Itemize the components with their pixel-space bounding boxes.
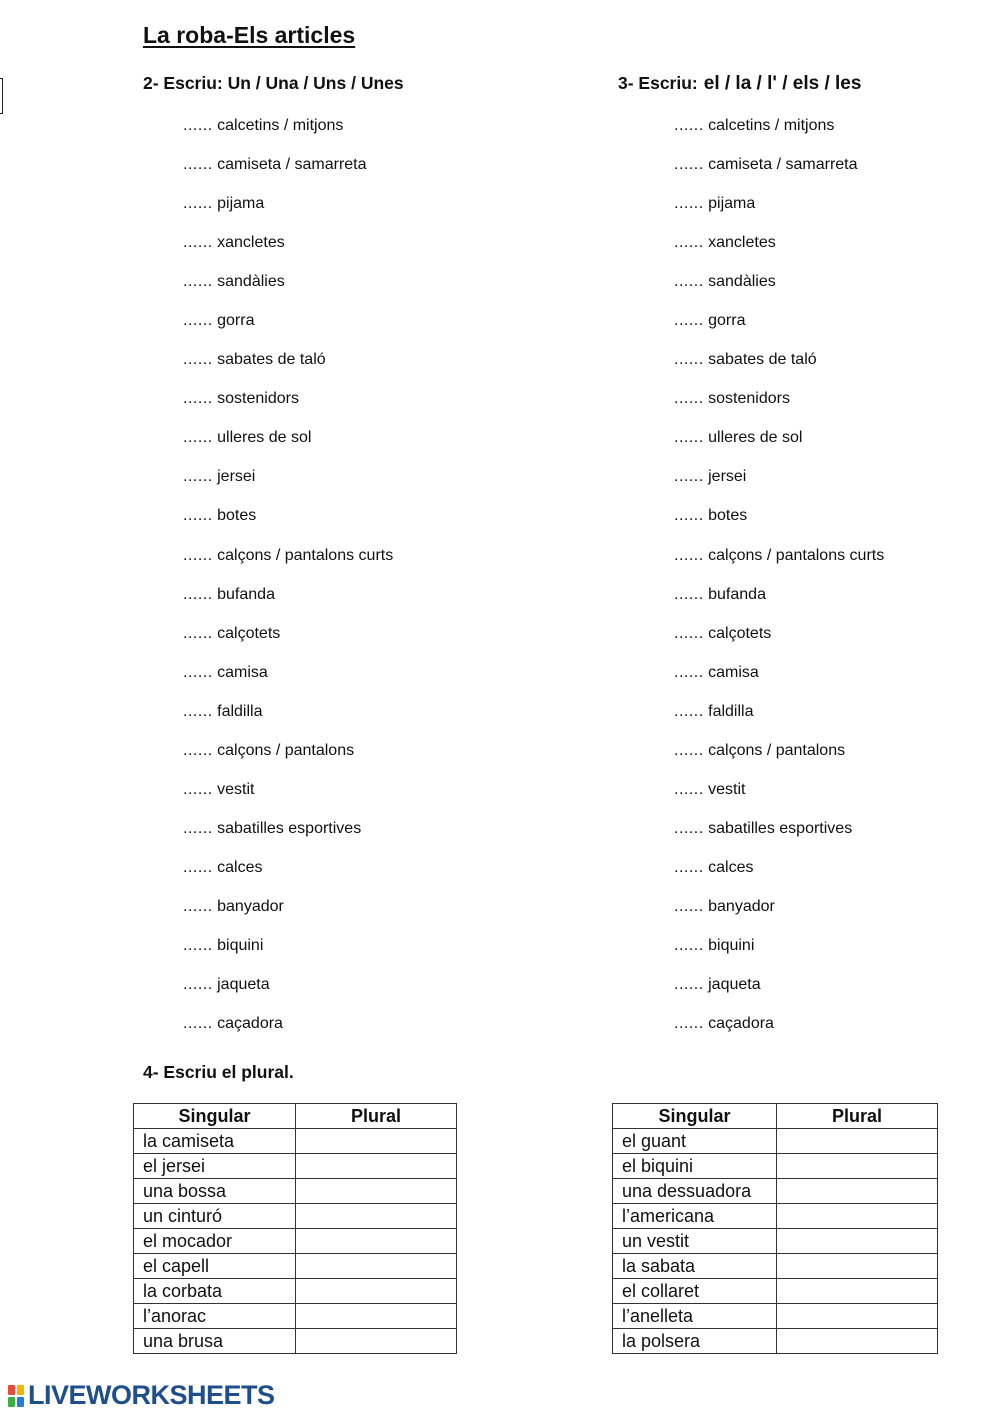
- exercise-3-item: [674, 1013, 884, 1052]
- exercise-3-item: [674, 857, 884, 896]
- answer-blank[interactable]: ......: [674, 351, 704, 369]
- exercise-3-item: [674, 935, 884, 974]
- answer-blank[interactable]: ......: [183, 624, 213, 642]
- answer-blank[interactable]: ......: [183, 195, 213, 213]
- exercise-3-item: [674, 584, 884, 623]
- plural-answer-cell[interactable]: [296, 1254, 457, 1279]
- clothing-word: biquini: [708, 936, 755, 954]
- singular-cell: un cinturó: [134, 1204, 296, 1229]
- plural-answer-cell[interactable]: [777, 1229, 938, 1254]
- exercise-3-item: [674, 818, 884, 857]
- answer-blank[interactable]: ......: [183, 390, 213, 408]
- singular-cell: la camiseta: [134, 1129, 296, 1154]
- answer-blank[interactable]: ......: [674, 624, 704, 642]
- exercise-2-item: [183, 1013, 393, 1052]
- exercise-2-item: [183, 623, 393, 662]
- answer-blank[interactable]: ......: [183, 1015, 213, 1033]
- clothing-word: jaqueta: [217, 976, 270, 994]
- plural-table-right: [612, 1103, 938, 1354]
- clothing-word: ulleres de sol: [217, 429, 312, 447]
- plural-answer-cell[interactable]: [777, 1329, 938, 1354]
- exercise-3-item: [674, 623, 884, 662]
- plural-answer-cell[interactable]: [777, 1154, 938, 1179]
- exercise-3-word-list: [674, 115, 884, 1052]
- exercise-2-heading: 2- Escriu: Un / Una / Uns / Unes: [143, 73, 404, 93]
- answer-blank[interactable]: ......: [674, 780, 704, 798]
- exercise-2-item: [183, 857, 393, 896]
- answer-blank[interactable]: ......: [183, 312, 213, 330]
- clothing-word: vestit: [217, 780, 255, 798]
- plural-answer-cell[interactable]: [777, 1254, 938, 1279]
- exercise-3-item: [674, 310, 884, 349]
- plural-answer-cell[interactable]: [777, 1304, 938, 1329]
- answer-blank[interactable]: ......: [183, 663, 213, 681]
- clothing-word: xancletes: [708, 234, 776, 252]
- singular-cell: el mocador: [134, 1229, 296, 1254]
- answer-blank[interactable]: ......: [674, 897, 704, 915]
- exercise-4-heading: 4- Escriu el plural.: [143, 1062, 294, 1082]
- answer-blank[interactable]: ......: [183, 741, 213, 759]
- exercise-3-item: [674, 271, 884, 310]
- plural-answer-cell[interactable]: [296, 1154, 457, 1179]
- table-row: [613, 1254, 938, 1279]
- exercise-2-word-list: [183, 115, 393, 1052]
- exercise-3-item: [674, 896, 884, 935]
- clothing-word: banyador: [217, 897, 284, 915]
- answer-blank[interactable]: ......: [674, 507, 704, 525]
- exercise-3-item: [674, 154, 884, 193]
- answer-blank[interactable]: ......: [183, 780, 213, 798]
- plural-answer-cell[interactable]: [777, 1179, 938, 1204]
- singular-cell: una dessuadora: [613, 1179, 777, 1204]
- exercise-2-item: [183, 466, 393, 505]
- exercise-2-item: [183, 896, 393, 935]
- exercise-3-item: [674, 466, 884, 505]
- exercise-3-item: [674, 232, 884, 271]
- clothing-word: xancletes: [217, 234, 285, 252]
- plural-answer-cell[interactable]: [296, 1179, 457, 1204]
- table-row: [613, 1179, 938, 1204]
- answer-blank[interactable]: ......: [674, 429, 704, 447]
- clothing-word: camisa: [708, 663, 759, 681]
- clothing-word: faldilla: [708, 702, 754, 720]
- clothing-word: sostenidors: [708, 390, 790, 408]
- singular-cell: el collaret: [613, 1279, 777, 1304]
- exercise-3-item: [674, 662, 884, 701]
- answer-blank[interactable]: ......: [674, 468, 704, 486]
- exercise-3-item: [674, 545, 884, 584]
- exercise-2-item: [183, 427, 393, 466]
- logo-text: LIVEWORKSHEETS: [28, 1380, 275, 1410]
- singular-cell: la corbata: [134, 1279, 296, 1304]
- plural-answer-cell[interactable]: [296, 1129, 457, 1154]
- clothing-word: vestit: [708, 780, 746, 798]
- clothing-word: bufanda: [217, 585, 275, 603]
- answer-blank[interactable]: ......: [183, 819, 213, 837]
- clothing-word: calces: [217, 858, 263, 876]
- column-header-singular: Singular: [613, 1104, 777, 1129]
- plural-answer-cell[interactable]: [777, 1204, 938, 1229]
- table-row: [613, 1154, 938, 1179]
- clothing-word: botes: [217, 507, 257, 525]
- page-title: La roba-Els articles: [143, 22, 356, 48]
- exercise-2-item: [183, 662, 393, 701]
- answer-blank[interactable]: ......: [183, 351, 213, 369]
- answer-blank[interactable]: ......: [674, 858, 704, 876]
- answer-blank[interactable]: ......: [183, 585, 213, 603]
- answer-blank[interactable]: ......: [183, 936, 213, 954]
- singular-cell: la polsera: [613, 1329, 777, 1354]
- answer-blank[interactable]: ......: [183, 507, 213, 525]
- clothing-word: jersei: [217, 468, 256, 486]
- exercise-2-item: [183, 701, 393, 740]
- exercise-2-item: [183, 740, 393, 779]
- clothing-word: camiseta / samarreta: [217, 156, 367, 174]
- plural-answer-cell[interactable]: [296, 1229, 457, 1254]
- exercise-3-item: [674, 115, 884, 154]
- liveworksheets-logo[interactable]: [8, 1380, 275, 1411]
- answer-blank[interactable]: ......: [674, 273, 704, 291]
- answer-blank[interactable]: ......: [183, 156, 213, 174]
- answer-blank[interactable]: ......: [674, 585, 704, 603]
- answer-blank[interactable]: ......: [183, 702, 213, 720]
- exercise-2-item: [183, 154, 393, 193]
- clothing-word: camisa: [217, 663, 268, 681]
- exercise-3-item: [674, 701, 884, 740]
- liveworksheets-logo-icon: [8, 1385, 24, 1407]
- column-header-plural: Plural: [777, 1104, 938, 1129]
- table-row: [613, 1229, 938, 1254]
- exercise-2-item: [183, 271, 393, 310]
- clothing-word: calçotets: [217, 624, 281, 642]
- plural-answer-cell[interactable]: [777, 1129, 938, 1154]
- clothing-word: calçons / pantalons: [708, 741, 846, 759]
- exercise-2-item: [183, 818, 393, 857]
- exercise-3-item: [674, 779, 884, 818]
- exercise-2-item: [183, 584, 393, 623]
- answer-blank[interactable]: ......: [674, 117, 704, 134]
- clothing-word: jersei: [708, 468, 747, 486]
- exercise-2-item: [183, 388, 393, 427]
- clothing-word: pijama: [708, 195, 756, 213]
- clothing-word: calçotets: [708, 624, 772, 642]
- exercise-3-heading-prefix: 3- Escriu:: [618, 73, 698, 93]
- answer-blank[interactable]: ......: [183, 546, 213, 564]
- page-edge-marker: [0, 78, 3, 114]
- table-row: [134, 1254, 457, 1279]
- exercise-2-item: [183, 193, 393, 232]
- singular-cell: una brusa: [134, 1329, 296, 1354]
- singular-cell: la sabata: [613, 1254, 777, 1279]
- clothing-word: calces: [708, 858, 754, 876]
- table-header-row: [613, 1104, 938, 1129]
- table-row: [134, 1329, 457, 1354]
- clothing-word: faldilla: [217, 702, 263, 720]
- exercise-2-item: [183, 505, 393, 544]
- clothing-word: calcetins / mitjons: [217, 117, 344, 134]
- exercise-2-item: [183, 232, 393, 271]
- answer-blank[interactable]: ......: [183, 429, 213, 447]
- singular-cell: una bossa: [134, 1179, 296, 1204]
- answer-blank[interactable]: ......: [183, 273, 213, 291]
- table-header-row: [134, 1104, 457, 1129]
- clothing-word: sandàlies: [217, 273, 285, 291]
- table-row: [613, 1304, 938, 1329]
- clothing-word: bufanda: [708, 585, 766, 603]
- plural-answer-cell[interactable]: [296, 1279, 457, 1304]
- clothing-word: sabatilles esportives: [708, 819, 853, 837]
- column-header-plural: Plural: [296, 1104, 457, 1129]
- table-row: [134, 1304, 457, 1329]
- answer-blank[interactable]: ......: [674, 1015, 704, 1033]
- answer-blank[interactable]: ......: [183, 976, 213, 994]
- clothing-word: sabates de taló: [217, 351, 326, 369]
- clothing-word: sabates de taló: [708, 351, 817, 369]
- answer-blank[interactable]: ......: [674, 702, 704, 720]
- exercise-2-item: [183, 545, 393, 584]
- answer-blank[interactable]: ......: [674, 390, 704, 408]
- table-row: [134, 1129, 457, 1154]
- singular-cell: el guant: [613, 1129, 777, 1154]
- column-header-singular: Singular: [134, 1104, 296, 1129]
- clothing-word: jaqueta: [708, 976, 761, 994]
- clothing-word: calçons / pantalons: [217, 741, 355, 759]
- singular-cell: el biquini: [613, 1154, 777, 1179]
- singular-cell: un vestit: [613, 1229, 777, 1254]
- table-row: [613, 1129, 938, 1154]
- clothing-word: calçons / pantalons curts: [217, 546, 394, 564]
- table-row: [613, 1204, 938, 1229]
- plural-answer-cell[interactable]: [777, 1279, 938, 1304]
- answer-blank[interactable]: ......: [183, 897, 213, 915]
- answer-blank[interactable]: ......: [183, 117, 213, 134]
- plural-answer-cell[interactable]: [296, 1304, 457, 1329]
- singular-cell: el jersei: [134, 1154, 296, 1179]
- singular-cell: l’anorac: [134, 1304, 296, 1329]
- exercise-2-item: [183, 310, 393, 349]
- clothing-word: botes: [708, 507, 748, 525]
- answer-blank[interactable]: ......: [674, 546, 704, 564]
- clothing-word: gorra: [217, 312, 255, 330]
- singular-cell: el capell: [134, 1254, 296, 1279]
- plural-answer-cell[interactable]: [296, 1204, 457, 1229]
- clothing-word: biquini: [217, 936, 264, 954]
- exercise-2-item: [183, 779, 393, 818]
- answer-blank[interactable]: ......: [674, 312, 704, 330]
- clothing-word: gorra: [708, 312, 746, 330]
- clothing-word: pijama: [217, 195, 265, 213]
- clothing-word: calcetins / mitjons: [708, 117, 835, 134]
- table-row: [134, 1204, 457, 1229]
- exercise-3-item: [674, 974, 884, 1013]
- exercise-3-heading-articles: el / la / l' / els / les: [703, 73, 862, 94]
- answer-blank[interactable]: ......: [183, 234, 213, 252]
- clothing-word: sostenidors: [217, 390, 299, 408]
- table-row: [134, 1229, 457, 1254]
- exercise-3-heading: [618, 73, 861, 95]
- clothing-word: camiseta / samarreta: [708, 156, 858, 174]
- clothing-word: caçadora: [217, 1015, 283, 1033]
- singular-cell: l’americana: [613, 1204, 777, 1229]
- clothing-word: banyador: [708, 897, 775, 915]
- exercise-3-item: [674, 349, 884, 388]
- answer-blank[interactable]: ......: [183, 468, 213, 486]
- table-row: [134, 1179, 457, 1204]
- answer-blank[interactable]: ......: [674, 936, 704, 954]
- exercise-2-item: [183, 974, 393, 1013]
- exercise-3-item: [674, 193, 884, 232]
- exercise-2-item: [183, 115, 393, 154]
- singular-cell: l’anelleta: [613, 1304, 777, 1329]
- table-row: [134, 1154, 457, 1179]
- answer-blank[interactable]: ......: [674, 156, 704, 174]
- clothing-word: caçadora: [708, 1015, 774, 1033]
- answer-blank[interactable]: ......: [674, 976, 704, 994]
- exercise-3-item: [674, 740, 884, 779]
- table-row: [613, 1279, 938, 1304]
- clothing-word: ulleres de sol: [708, 429, 803, 447]
- answer-blank[interactable]: ......: [674, 741, 704, 759]
- exercise-3-item: [674, 505, 884, 544]
- answer-blank[interactable]: ......: [674, 234, 704, 252]
- table-row: [613, 1329, 938, 1354]
- exercise-3-item: [674, 427, 884, 466]
- answer-blank[interactable]: ......: [674, 663, 704, 681]
- exercise-2-item: [183, 349, 393, 388]
- answer-blank[interactable]: ......: [674, 819, 704, 837]
- exercise-2-item: [183, 935, 393, 974]
- clothing-word: calçons / pantalons curts: [708, 546, 885, 564]
- clothing-word: sabatilles esportives: [217, 819, 362, 837]
- table-row: [134, 1279, 457, 1304]
- answer-blank[interactable]: ......: [674, 195, 704, 213]
- plural-table-left: [133, 1103, 457, 1354]
- plural-answer-cell[interactable]: [296, 1329, 457, 1354]
- clothing-word: sandàlies: [708, 273, 776, 291]
- answer-blank[interactable]: ......: [183, 858, 213, 876]
- exercise-3-item: [674, 388, 884, 427]
